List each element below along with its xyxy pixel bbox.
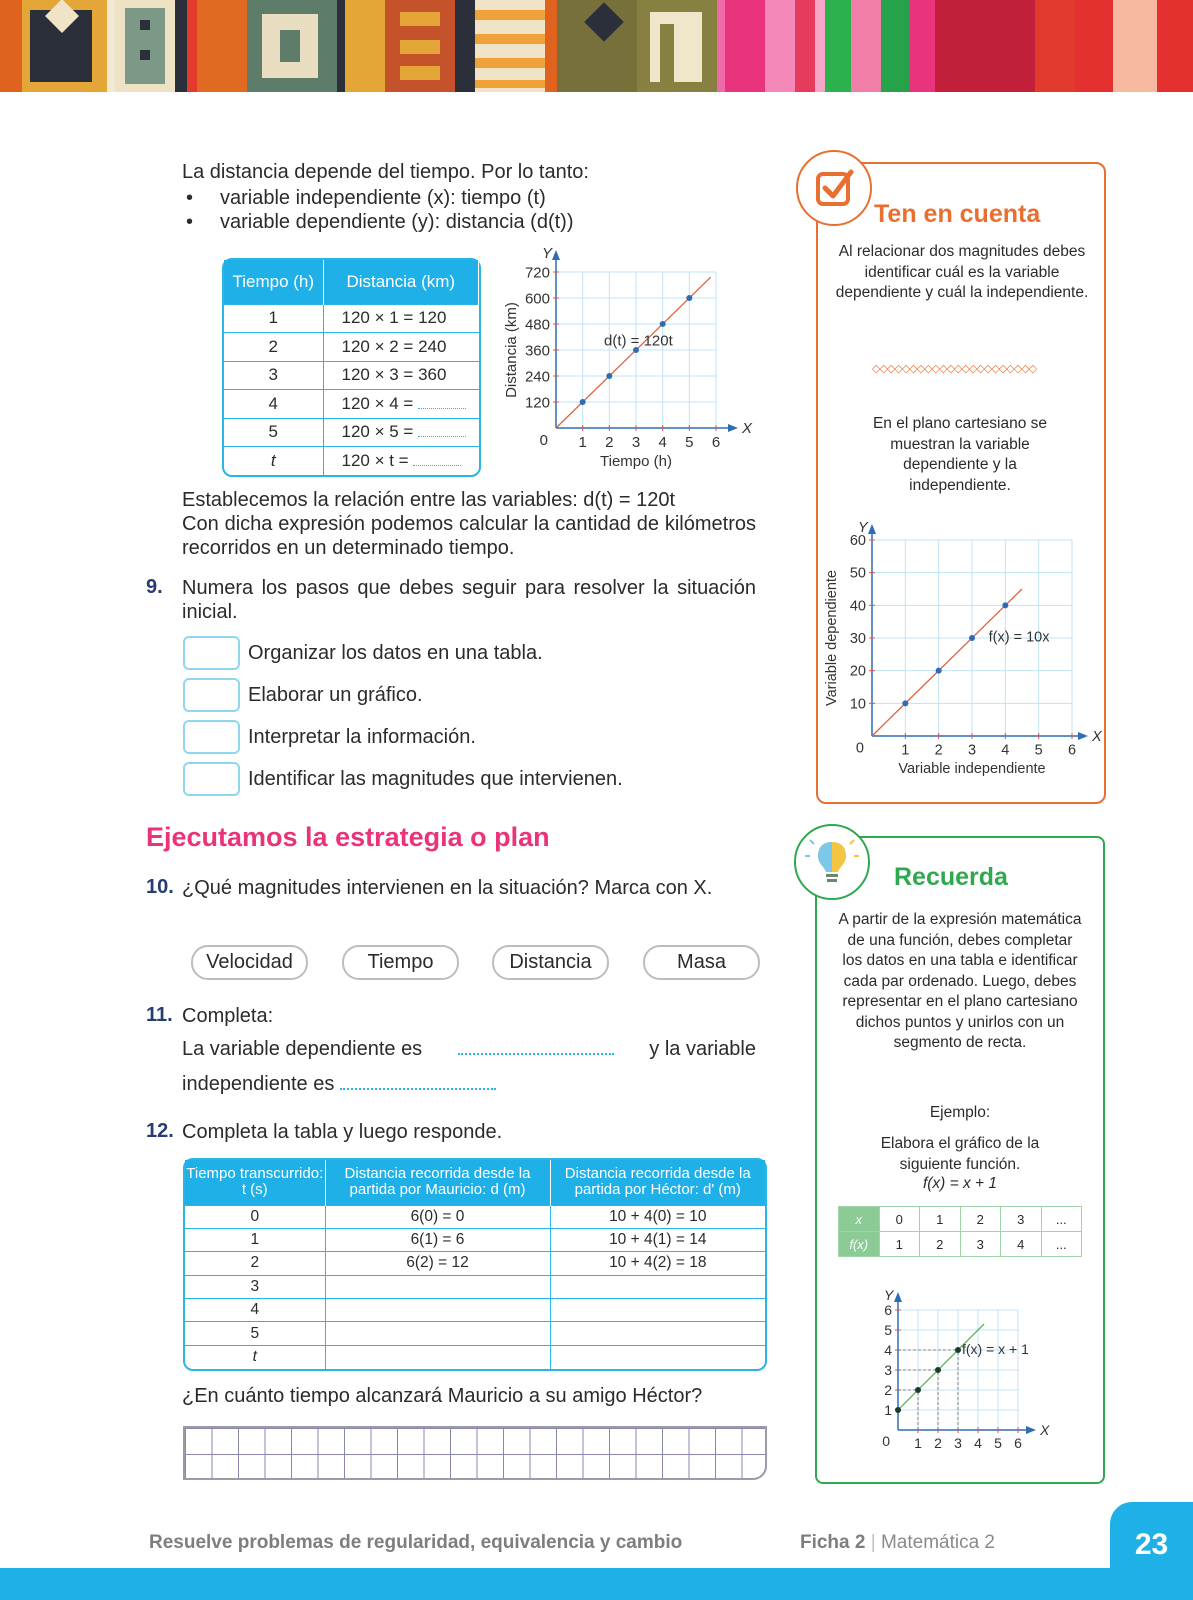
blank-line[interactable] <box>418 423 466 437</box>
footer-course <box>800 1532 995 1554</box>
cell-text: 120 × 4 = <box>341 393 419 413</box>
table-row <box>185 1252 765 1275</box>
table-row <box>839 1207 1082 1232</box>
bottom-bar <box>0 1568 1193 1600</box>
x-axis-title: Variable independiente <box>898 761 1046 777</box>
y-tick-label: 6 <box>884 1301 892 1318</box>
table-header: Tiempo transcurrido: t (s) <box>185 1160 325 1205</box>
data-point <box>580 399 586 405</box>
step-option <box>183 720 476 754</box>
table-cell-input[interactable] <box>325 1275 550 1298</box>
table-row <box>224 333 479 362</box>
table-cell: 2 <box>185 1252 325 1275</box>
table-cell: 3 <box>185 1275 325 1298</box>
x-axis-name: X <box>1040 1422 1050 1438</box>
table-cell: 10 + 4(0) = 10 <box>550 1205 765 1228</box>
data-point <box>915 1387 921 1393</box>
number-input-box[interactable] <box>183 636 240 670</box>
table-cell-input[interactable] <box>325 1322 550 1345</box>
x-axis-name: X <box>1092 729 1102 745</box>
recuerda-text: A partir de la expresión matemática de una función, debes completar los datos en una tabla e identificar cada par ordenado. Luego, debes representar en el plano cartesiano dichos puntos y unirlos con un segmento de recta. <box>838 911 1082 1051</box>
checklist-icon <box>796 150 872 226</box>
option-distancia[interactable]: Distancia <box>492 945 609 980</box>
y-tick-label: 40 <box>849 598 866 615</box>
blank-line[interactable] <box>458 1039 614 1055</box>
table-cell: t <box>224 447 323 476</box>
x-tick-label: 1 <box>901 742 910 759</box>
x-tick-label: 5 <box>1034 742 1043 759</box>
table-row <box>185 1299 765 1322</box>
function-label: f(x) = 10x <box>988 629 1050 646</box>
function-values-table <box>838 1206 1082 1257</box>
table-cell: 6(1) = 6 <box>325 1228 550 1251</box>
x-tick-label: 3 <box>967 742 977 759</box>
question-text: ¿Qué magnitudes intervienen en la situación? Marca con X. <box>182 877 713 899</box>
y-tick-label: 30 <box>849 631 866 648</box>
table-row <box>224 390 479 419</box>
brain-bulb-icon <box>794 824 870 900</box>
question-text: Completa la tabla y luego responde. <box>182 1121 503 1143</box>
table-cell <box>323 418 479 447</box>
data-point <box>935 1367 941 1373</box>
y-axis-title: Variable dependiente <box>824 570 840 706</box>
table-cell: 5 <box>185 1322 325 1345</box>
linear-function-chart <box>822 504 1100 786</box>
step-option <box>183 678 423 712</box>
y-tick-label: 600 <box>524 290 550 308</box>
table-cell: 6(0) = 0 <box>325 1205 550 1228</box>
table-row <box>185 1228 765 1251</box>
option-masa[interactable]: Masa <box>643 945 760 980</box>
y-axis-title: Distancia (km) <box>503 302 520 398</box>
footer-ficha: Ficha 2 <box>799 1532 866 1553</box>
table-cell: 4 <box>224 390 323 419</box>
y-tick-label: 120 <box>524 394 550 412</box>
x-tick-label: 2 <box>934 742 943 759</box>
data-point <box>660 321 666 327</box>
question-number: 9. <box>146 576 163 598</box>
relation-line2: Con dicha expresión podemos calcular la cantidad de kilómetros recorridos en un determinado tiempo. <box>182 513 756 559</box>
x-axis-arrow <box>1078 732 1088 740</box>
table-cell-input[interactable] <box>550 1322 765 1345</box>
variables-list <box>186 186 574 234</box>
y-tick-label: 2 <box>884 1381 892 1398</box>
table-cell: ... <box>1041 1207 1082 1232</box>
table-header: Distancia recorrida desde la partida por Mauricio: d (m) <box>325 1160 550 1205</box>
ten-en-cuenta-title: Ten en cuenta <box>874 200 1041 228</box>
question-number: 12. <box>146 1120 174 1142</box>
table-cell: 120 × 3 = 360 <box>323 361 479 390</box>
example-function-chart <box>872 1288 1052 1466</box>
step-label: Identificar las magnitudes que intervienen. <box>248 767 623 790</box>
decorative-textile-banner <box>0 0 1193 92</box>
intro-text: La distancia depende del tiempo. Por lo tanto: <box>182 161 589 183</box>
y-axis-arrow <box>868 524 876 534</box>
y-axis-arrow <box>552 250 560 260</box>
table-row <box>224 304 479 333</box>
x-tick-label: 5 <box>994 1435 1002 1451</box>
table-row <box>185 1322 765 1345</box>
x-tick-label: 6 <box>1067 742 1077 759</box>
bullet-independent: • variable independiente (x): tiempo (t) <box>186 186 574 210</box>
x-tick-label: 4 <box>1001 742 1010 759</box>
table-cell <box>323 447 479 476</box>
x-axis-arrow <box>1026 1426 1036 1434</box>
table-row <box>224 361 479 390</box>
number-input-box[interactable] <box>183 720 240 754</box>
table-row <box>224 447 479 476</box>
question-text: ¿En cuánto tiempo alcanzará Mauricio a su amigo Héctor? <box>182 1385 703 1407</box>
distance-time-chart <box>500 244 770 484</box>
ten-en-cuenta-text2: En el plano cartesiano se muestran la variable dependiente y la independiente. <box>872 415 1048 494</box>
table-cell: 2 <box>224 333 323 362</box>
table-row <box>839 1232 1082 1257</box>
table-cell-input[interactable] <box>325 1345 550 1368</box>
question-number: 10. <box>146 876 174 898</box>
x-axis-name: X <box>742 420 753 437</box>
function-label: f(x) = x + 1 <box>962 1341 1029 1357</box>
ejemplo-text: Elabora el gráfico de la siguiente función. <box>880 1135 1040 1173</box>
table-cell: 4 <box>185 1299 325 1322</box>
x-tick-label: 1 <box>914 1435 922 1451</box>
footer-competency: Resuelve problemas de regularidad, equivalencia y cambio <box>149 1532 683 1553</box>
table-cell-input[interactable] <box>550 1299 765 1322</box>
x-tick-label: 3 <box>631 434 641 451</box>
table-row <box>185 1345 765 1368</box>
table-header: Distancia recorrida desde la partida por Héctor: d' (m) <box>550 1160 765 1205</box>
table-row <box>185 1275 765 1298</box>
distance-table <box>222 258 481 477</box>
question-text: Numera los pasos que debes seguir para resolver la situación inicial. <box>182 577 756 623</box>
y-tick-label: 20 <box>849 663 866 680</box>
race-table <box>183 1158 767 1371</box>
table-cell: f(x) <box>839 1232 880 1257</box>
table-cell: 4 <box>1001 1232 1042 1257</box>
cell-text: 120 × t = <box>341 451 414 470</box>
y-tick-label: 1 <box>884 1401 892 1418</box>
step-option <box>183 636 543 670</box>
section-title: Ejecutamos la estrategia o plan <box>146 822 550 852</box>
x-tick-label: 1 <box>578 434 587 451</box>
number-input-box[interactable] <box>183 762 240 796</box>
sentence-text: La variable dependiente es <box>182 1038 423 1060</box>
blank-line[interactable] <box>418 395 466 409</box>
table-cell: t <box>185 1345 325 1368</box>
y-tick-label: 240 <box>524 368 550 386</box>
data-point <box>902 700 908 706</box>
function-label: d(t) = 120t <box>604 332 673 350</box>
table-cell <box>323 390 479 419</box>
blank-line[interactable] <box>340 1074 496 1090</box>
origin-label: 0 <box>882 1433 890 1449</box>
y-axis-name: Y <box>542 245 553 262</box>
x-tick-label: 6 <box>1014 1435 1022 1451</box>
table-cell: 1 <box>920 1207 961 1232</box>
sentence-text: y la variable <box>649 1038 756 1060</box>
table-cell: 3 <box>960 1232 1001 1257</box>
data-point <box>936 668 942 674</box>
step-option <box>183 762 623 796</box>
y-axis-name: Y <box>884 1287 894 1303</box>
table-cell: 120 × 1 = 120 <box>323 304 479 333</box>
table-cell: ... <box>1041 1232 1082 1257</box>
ten-en-cuenta-text1: Al relacionar dos magnitudes debes identificar cuál es la variable dependiente y cuál la independiente. <box>835 243 1089 301</box>
x-tick-label: 4 <box>658 434 667 451</box>
data-point <box>969 635 975 641</box>
fill-sentence-2 <box>182 1072 496 1096</box>
origin-label: 0 <box>855 740 864 757</box>
x-tick-label: 2 <box>934 1435 942 1451</box>
table-cell: 0 <box>879 1207 920 1232</box>
y-tick-label: 480 <box>524 316 550 334</box>
recuerda-title: Recuerda <box>894 863 1008 891</box>
table-cell: x <box>839 1207 880 1232</box>
table-cell: 1 <box>224 304 323 333</box>
table-cell: 10 + 4(1) = 14 <box>550 1228 765 1251</box>
table-cell-input[interactable] <box>550 1275 765 1298</box>
function-expression: f(x) = x + 1 <box>922 1175 998 1192</box>
table-cell: 10 + 4(2) = 18 <box>550 1252 765 1275</box>
x-tick-label: 2 <box>605 434 614 451</box>
ejemplo-label: Ejemplo: <box>929 1104 991 1121</box>
x-tick-label: 4 <box>974 1435 982 1451</box>
table-row <box>224 418 479 447</box>
data-point <box>686 295 692 301</box>
y-tick-label: 4 <box>884 1341 892 1358</box>
diamond-divider: ◇◇◇◇◇◇◇◇◇◇◇◇◇◇◇◇◇◇◇◇◇◇ <box>872 363 1037 375</box>
x-tick-label: 6 <box>711 434 721 451</box>
step-label: Elaborar un gráfico. <box>248 683 423 706</box>
y-tick-label: 360 <box>524 342 550 360</box>
x-tick-label: 5 <box>685 434 694 451</box>
fill-sentence-1 <box>182 1037 756 1061</box>
function-line <box>898 1324 984 1410</box>
sentence-text: independiente es <box>182 1073 335 1095</box>
bullet-dependent: • variable dependiente (y): distancia (d(t)) <box>186 210 574 234</box>
table-cell: 0 <box>185 1205 325 1228</box>
step-label: Interpretar la información. <box>248 725 476 748</box>
step-label: Organizar los datos en una tabla. <box>248 641 543 664</box>
cell-text: 120 × 5 = <box>341 422 419 442</box>
y-axis-name: Y <box>858 520 868 536</box>
option-tiempo[interactable]: Tiempo <box>342 945 459 980</box>
data-point <box>1002 602 1008 608</box>
table-cell: 1 <box>185 1228 325 1251</box>
blank-line[interactable] <box>413 452 461 466</box>
question-number: 11. <box>146 1004 173 1026</box>
table-header: Distancia (km) <box>323 260 479 304</box>
x-tick-label: 3 <box>954 1435 962 1451</box>
data-point <box>606 373 612 379</box>
function-line <box>872 589 1022 736</box>
table-cell-input[interactable] <box>325 1299 550 1322</box>
table-cell: 1 <box>879 1232 920 1257</box>
data-point <box>955 1347 961 1353</box>
number-input-box[interactable] <box>183 678 240 712</box>
y-axis-arrow <box>894 1292 902 1302</box>
table-cell: 5 <box>224 418 323 447</box>
table-cell: 3 <box>1001 1207 1042 1232</box>
option-velocidad[interactable]: Velocidad <box>191 945 308 980</box>
answer-grid[interactable] <box>183 1426 767 1480</box>
x-axis-arrow <box>728 424 738 432</box>
y-tick-label: 50 <box>849 565 866 582</box>
y-tick-label: 720 <box>524 264 550 282</box>
page-number: 23 <box>1134 1528 1169 1561</box>
table-header: Tiempo (h) <box>224 260 323 304</box>
table-cell: 3 <box>224 361 323 390</box>
footer-subject: Matemática 2 <box>880 1532 995 1553</box>
y-tick-label: 5 <box>884 1321 892 1338</box>
table-cell: 2 <box>920 1232 961 1257</box>
y-tick-label: 10 <box>849 696 866 713</box>
question-label: Completa: <box>182 1005 274 1027</box>
footer-separator: | <box>870 1532 876 1553</box>
relation-line1: Establecemos la relación entre las variables: d(t) = 120t <box>182 489 676 511</box>
origin-label: 0 <box>539 432 548 449</box>
table-cell: 2 <box>960 1207 1001 1232</box>
table-row <box>185 1205 765 1228</box>
table-cell: 120 × 2 = 240 <box>323 333 479 362</box>
data-point <box>895 1407 901 1413</box>
y-tick-label: 60 <box>849 533 866 550</box>
x-axis-title: Tiempo (h) <box>600 453 672 470</box>
table-cell-input[interactable] <box>550 1345 765 1368</box>
y-tick-label: 3 <box>884 1361 892 1378</box>
table-cell: 6(2) = 12 <box>325 1252 550 1275</box>
